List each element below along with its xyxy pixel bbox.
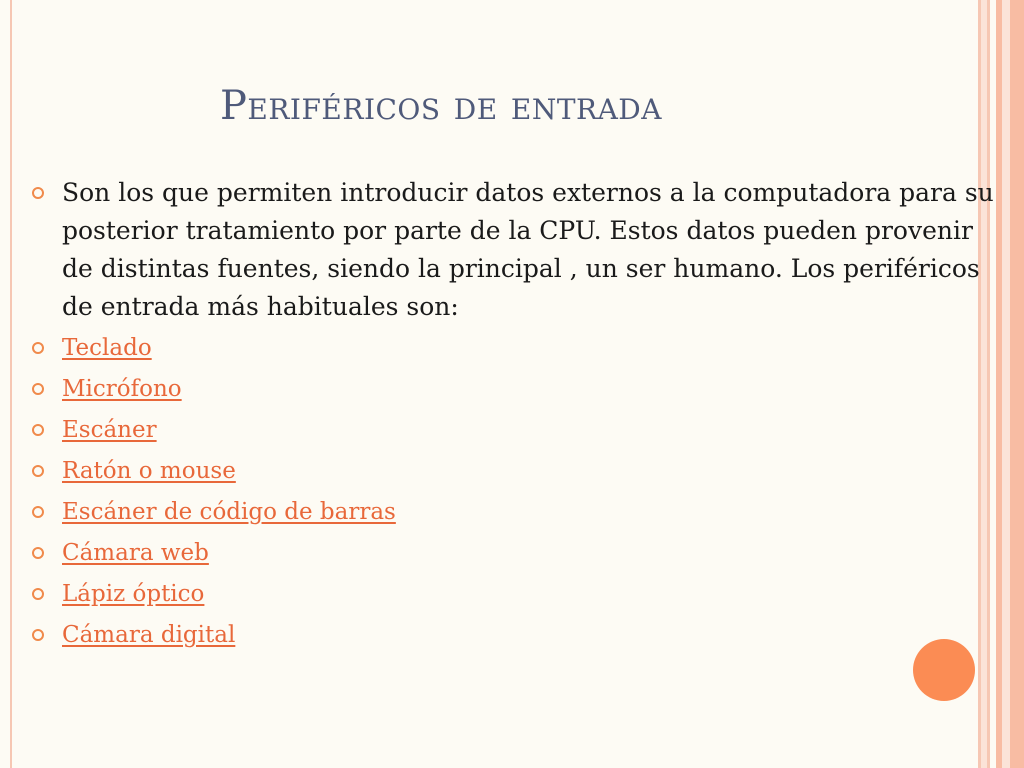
link-camara-web[interactable]: Cámara web — [62, 540, 209, 566]
list-item-lapiz-optico — [30, 578, 1000, 611]
link-microfono[interactable]: Micrófono — [62, 376, 182, 402]
slide-title: Periféricos de entrada — [220, 82, 662, 129]
list-item-escaner — [30, 414, 1000, 447]
hollow-circle-bullet-icon — [32, 629, 44, 641]
hollow-circle-bullet-icon — [32, 187, 44, 199]
link-camara-digital[interactable]: Cámara digital — [62, 622, 236, 648]
orange-circle-icon — [913, 639, 975, 701]
link-escaner-codigo-barras[interactable]: Escáner de código de barras — [62, 499, 396, 525]
list-item-camara-digital — [30, 619, 1000, 652]
list-item-camara-web — [30, 537, 1000, 570]
right-border-stripe — [1002, 0, 1010, 768]
hollow-circle-bullet-icon — [32, 342, 44, 354]
hollow-circle-bullet-icon — [32, 424, 44, 436]
hollow-circle-bullet-icon — [32, 383, 44, 395]
link-raton-o-mouse[interactable]: Ratón o mouse — [62, 458, 236, 484]
link-escaner[interactable]: Escáner — [62, 417, 157, 443]
hollow-circle-bullet-icon — [32, 506, 44, 518]
hollow-circle-bullet-icon — [32, 588, 44, 600]
left-border-rule — [10, 0, 12, 768]
list-item-raton — [30, 455, 1000, 488]
list-item-microfono — [30, 373, 1000, 406]
list-item-escaner-codigo-barras — [30, 496, 1000, 529]
intro-text: Son los que permiten introducir datos externos a la computadora para su posterior tratamiento por parte de la CPU. Estos datos pueden provenir de distintas fuentes, siendo la principal , un ser humano. Los periféricos de entrada más habituales son: — [62, 178, 994, 321]
link-lapiz-optico[interactable]: Lápiz óptico — [62, 581, 205, 607]
right-border-stripe — [1010, 0, 1024, 768]
bullet-list — [30, 174, 1000, 660]
hollow-circle-bullet-icon — [32, 547, 44, 559]
list-item-teclado — [30, 332, 1000, 365]
intro-paragraph — [30, 174, 1000, 326]
hollow-circle-bullet-icon — [32, 465, 44, 477]
link-teclado[interactable]: Teclado — [62, 335, 152, 361]
